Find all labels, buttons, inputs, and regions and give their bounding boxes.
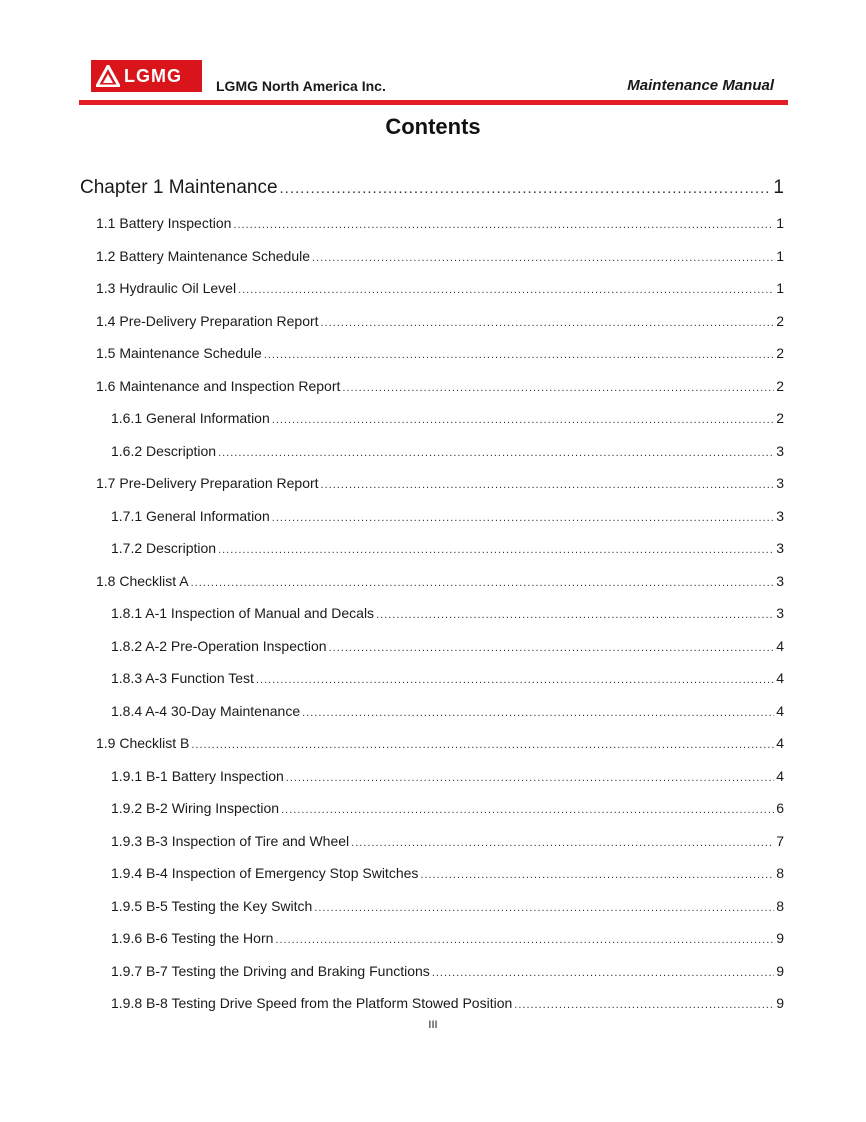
toc-entry[interactable]	[111, 605, 784, 621]
toc-entry-label: 1.9.5 B-5 Testing the Key Switch	[111, 897, 313, 914]
toc-entry-page: 2	[776, 410, 784, 426]
toc-entry[interactable]	[111, 508, 784, 524]
toc-dot-leader	[272, 512, 774, 524]
toc-entry-label: 1.1 Battery Inspection	[96, 215, 232, 231]
toc-entry[interactable]	[111, 670, 784, 686]
toc-chapter-entry[interactable]	[80, 177, 784, 199]
toc-entry-page: 1	[776, 280, 784, 296]
toc-dot-leader	[351, 837, 774, 849]
toc-dot-leader	[420, 869, 774, 881]
toc-entry[interactable]	[111, 963, 784, 979]
toc-entry[interactable]	[111, 800, 784, 816]
toc-entry-label: 1.2 Battery Maintenance Schedule	[96, 247, 311, 264]
toc-entry[interactable]	[96, 215, 784, 231]
toc-entry-label: 1.9.4 B-4 Inspection of Emergency Stop Switches	[111, 865, 419, 881]
toc-entry[interactable]	[96, 475, 784, 491]
toc-entry[interactable]	[111, 703, 784, 719]
toc-entry-label: 1.9 Checklist B	[96, 735, 190, 751]
toc-entry-label: 1.9.2 B-2 Wiring Inspection	[111, 800, 280, 816]
toc-dot-leader	[302, 707, 774, 719]
toc-entry-page: 1	[773, 177, 784, 198]
toc-entry-label: 1.9.6 B-6 Testing the Horn	[111, 930, 274, 946]
toc-dot-leader	[314, 902, 774, 914]
toc-entry[interactable]	[111, 930, 784, 946]
toc-entry[interactable]	[111, 410, 784, 426]
toc-dot-leader	[342, 382, 774, 394]
toc-entry-page: 1	[776, 247, 784, 264]
toc-entry-label: 1.3 Hydraulic Oil Level	[96, 280, 237, 296]
toc-entry-label: 1.9.7 B-7 Testing the Driving and Braking Functions	[111, 962, 430, 979]
toc-entry-label: 1.8 Checklist A	[96, 572, 189, 589]
toc-entry[interactable]	[111, 443, 784, 459]
toc-entry[interactable]	[111, 898, 784, 914]
toc-entry-page: 9	[776, 962, 784, 979]
toc-entry-page: 3	[776, 442, 784, 459]
toc-dot-leader	[321, 479, 775, 491]
toc-entry-label: 1.7.1 General Information	[111, 507, 270, 524]
page-title: Contents	[385, 114, 481, 139]
toc-entry-page: 8	[776, 897, 784, 914]
toc-entry-page: 2	[776, 377, 784, 394]
toc-entry-label: 1.7 Pre-Delivery Preparation Report	[96, 475, 319, 491]
toc-entry-page: 4	[776, 637, 784, 654]
toc-dot-leader	[233, 219, 774, 231]
toc-entry-page: 3	[776, 507, 784, 524]
toc-entry[interactable]	[111, 540, 784, 556]
toc-dot-leader	[256, 674, 774, 686]
toc-entry[interactable]	[96, 345, 784, 361]
toc-dot-leader	[432, 967, 774, 979]
toc-entry[interactable]	[96, 248, 784, 264]
toc-dot-leader	[218, 544, 774, 556]
toc-entry-label: 1.6 Maintenance and Inspection Report	[96, 377, 341, 394]
toc-dot-leader	[376, 609, 774, 621]
toc-entry-label: Chapter 1 Maintenance	[80, 177, 278, 198]
toc-dot-leader	[281, 804, 774, 816]
toc-entry[interactable]	[111, 768, 784, 784]
toc-entry[interactable]	[96, 378, 784, 394]
toc-entry-label: 1.9.1 B-1 Battery Inspection	[111, 767, 284, 784]
toc-entry[interactable]	[111, 865, 784, 881]
toc-entry-page: 4	[776, 735, 784, 751]
toc-entry-label: 1.9.3 B-3 Inspection of Tire and Wheel	[111, 832, 350, 849]
toc-dot-leader	[280, 180, 772, 197]
toc-dot-leader	[191, 577, 775, 589]
toc-entry-page: 4	[776, 670, 784, 686]
toc-entry-label: 1.8.3 A-3 Function Test	[111, 670, 254, 686]
toc-entry-page: 2	[776, 312, 784, 329]
toc-entry[interactable]	[96, 280, 784, 296]
toc-dot-leader	[272, 414, 774, 426]
toc-entry[interactable]	[111, 638, 784, 654]
toc-entry[interactable]	[111, 995, 784, 1011]
toc-entry-page: 8	[776, 865, 784, 881]
toc-entry-page: 3	[776, 475, 784, 491]
toc-entry-page: 1	[776, 215, 784, 231]
toc-dot-leader	[191, 739, 774, 751]
toc-entry-label: 1.4 Pre-Delivery Preparation Report	[96, 312, 319, 329]
toc-entry-label: 1.8.2 A-2 Pre-Operation Inspection	[111, 637, 327, 654]
toc-entry-label: 1.8.1 A-1 Inspection of Manual and Decals	[111, 605, 375, 621]
toc-entry-page: 3	[776, 572, 784, 589]
toc-entry-page: 4	[776, 702, 784, 719]
toc-dot-leader	[238, 284, 774, 296]
toc-dot-leader	[312, 252, 774, 264]
company-name: LGMG North America Inc.	[216, 78, 386, 94]
toc-dot-leader	[321, 317, 775, 329]
toc-entry-page: 6	[776, 800, 784, 816]
toc-entry-page: 3	[776, 605, 784, 621]
manual-title: Maintenance Manual	[627, 77, 774, 94]
toc-dot-leader	[264, 349, 774, 361]
toc-entry-label: 1.7.2 Description	[111, 540, 217, 556]
toc-entry-page: 9	[776, 930, 784, 946]
toc-entry-label: 1.6.1 General Information	[111, 410, 270, 426]
toc-entry[interactable]	[111, 833, 784, 849]
page-number: III	[428, 1019, 438, 1031]
toc-entry-page: 3	[776, 540, 784, 556]
toc-entry[interactable]	[96, 735, 784, 751]
toc-entry-page: 2	[776, 345, 784, 361]
toc-entry-label: 1.6.2 Description	[111, 442, 217, 459]
toc-entry[interactable]	[96, 573, 784, 589]
toc-dot-leader	[286, 772, 774, 784]
toc-entry-label: 1.5 Maintenance Schedule	[96, 345, 262, 361]
toc-dot-leader	[514, 999, 774, 1011]
toc-entry-page: 7	[776, 832, 784, 849]
toc-dot-leader	[275, 934, 774, 946]
toc-entry-label: 1.8.4 A-4 30-Day Maintenance	[111, 702, 301, 719]
toc-entry-label: 1.9.8 B-8 Testing Drive Speed from the Platform Stowed Position	[111, 995, 513, 1011]
toc-entry[interactable]	[96, 313, 784, 329]
toc-dot-leader	[218, 447, 774, 459]
toc-entry-page: 9	[776, 995, 784, 1011]
toc-entry-page: 4	[776, 767, 784, 784]
toc-dot-leader	[329, 642, 775, 654]
logo-text: LGMG	[124, 66, 182, 86]
